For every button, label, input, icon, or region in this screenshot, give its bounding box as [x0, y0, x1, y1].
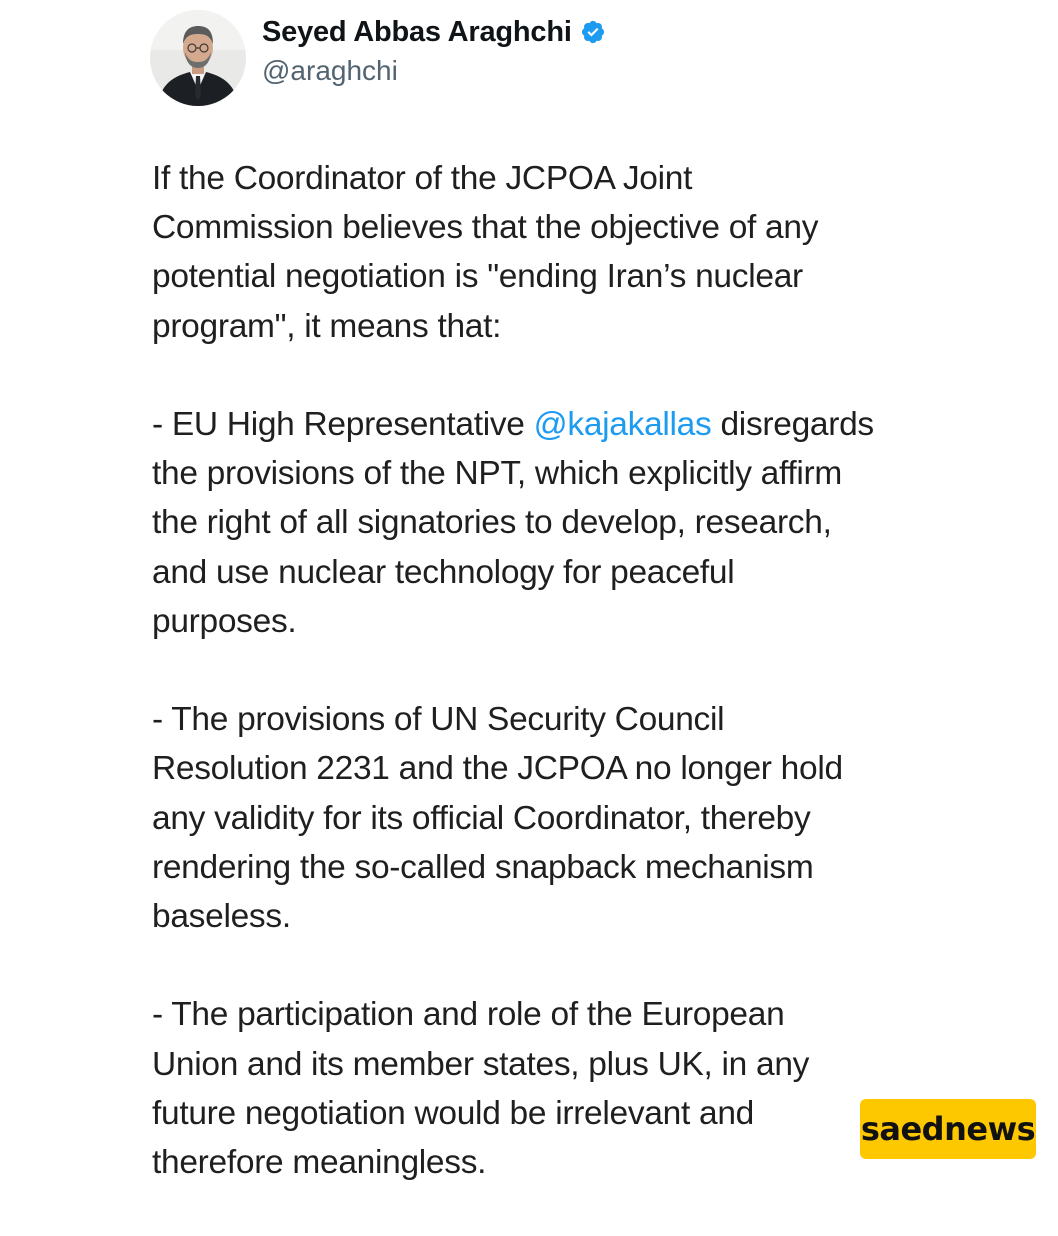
tweet-paragraph: - The provisions of UN Security Council Resolution 2231 and the JCPOA no longer hold any validity for its official Coordinator, thereby rendering the so-called snapback mechanism baseless. [152, 701, 843, 936]
tweet-header [150, 10, 606, 106]
verified-badge-icon [580, 19, 606, 45]
paragraph-text: - EU High Representative [152, 406, 534, 443]
avatar[interactable] [150, 10, 246, 106]
watermark-badge: saednews [860, 1099, 1036, 1159]
name-row [262, 16, 606, 49]
tweet-paragraph [152, 400, 1012, 646]
mention-link[interactable]: @kajakallas [533, 406, 712, 443]
author-names [262, 16, 606, 87]
tweet-paragraph: - The participation and role of the European Union and its member states, plus UK, in any future negotiation would be irrelevant and therefore meaningless. [152, 996, 810, 1182]
tweet-text [152, 154, 1012, 1236]
paragraph-text: disregards the provisions of the NPT, which explicitly affirm the right of all signatories to develop, research, and use nuclear technology for peaceful purposes. [152, 406, 874, 640]
avatar-photo [150, 10, 246, 106]
display-name[interactable]: Seyed Abbas Araghchi [262, 15, 572, 48]
handle[interactable]: @araghchi [262, 54, 398, 86]
tweet-paragraph: If the Coordinator of the JCPOA Joint Commission believes that the objective of any potential negotiation is "ending Iran’s nuclear program", it means that: [152, 160, 819, 345]
